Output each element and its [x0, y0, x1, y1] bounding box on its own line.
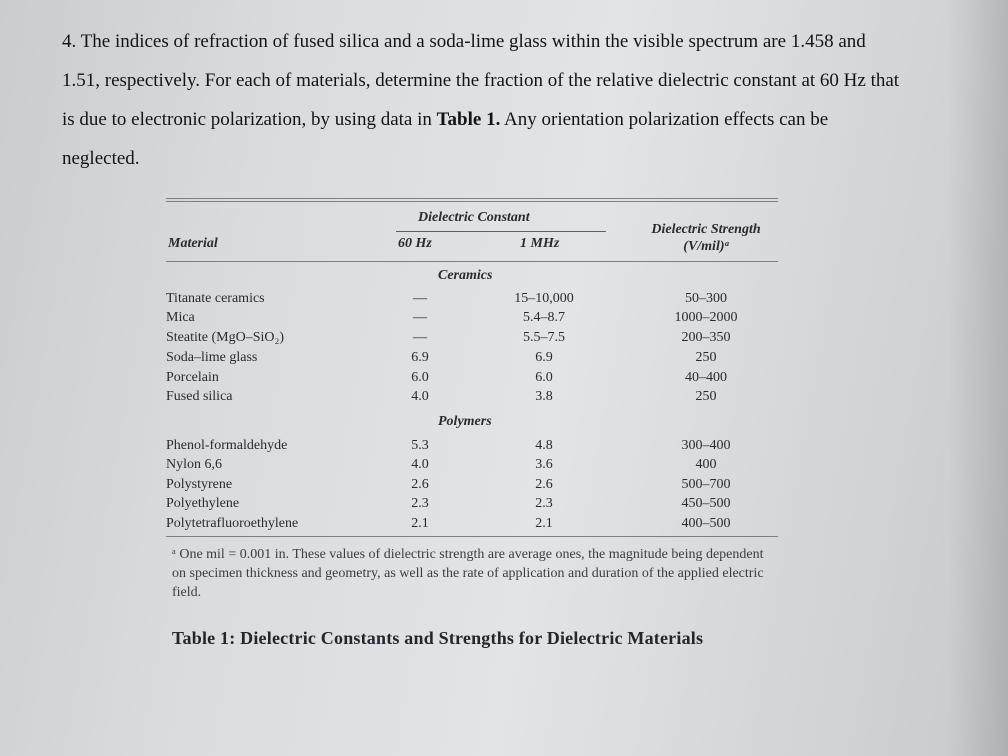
- table-row: [166, 477, 778, 496]
- cell-strength: 1000–2000: [674, 310, 738, 325]
- cell-60hz: 5.3: [411, 438, 429, 453]
- problem-number: 4.: [62, 31, 77, 52]
- problem-statement: [62, 22, 902, 178]
- cell-strength: 500–700: [681, 477, 731, 492]
- cell-1mhz: 6.9: [535, 350, 553, 365]
- table-row: [166, 330, 778, 349]
- header-material: Material: [168, 236, 218, 251]
- header-bottom-rule: [166, 261, 778, 262]
- table-bottom-rule: [166, 536, 778, 537]
- cell-60hz: 6.9: [411, 350, 429, 365]
- cell-1mhz: 3.6: [535, 457, 553, 472]
- cell-1mhz: 4.8: [535, 438, 553, 453]
- cell-material: Fused silica: [166, 389, 233, 404]
- cell-1mhz: 5.5–7.5: [523, 330, 565, 345]
- cell-strength: 400: [695, 457, 717, 472]
- cell-strength: 250: [695, 350, 717, 365]
- section-ceramics: Ceramics: [438, 268, 493, 283]
- table-footnote: ᵃ One mil = 0.001 in. These values of dielectric strength are average ones, the magnitude being dependent on specimen thickness and geometry, as well as the rate of application and duration of the applied electric field.: [172, 547, 764, 600]
- problem-text-1: The indices of refraction of fused silica and a soda-lime glass within the visible spectrum are 1.458 and 1.51, respectively. For each of materials, determine the fraction of the relative dielectric constant at 60 Hz that is due to electronic polarization, by using data in: [62, 31, 900, 130]
- cell-60hz: —: [413, 310, 427, 325]
- cell-strength: 300–400: [681, 438, 731, 453]
- cell-strength: 250: [695, 389, 717, 404]
- cell-strength: 40–400: [685, 370, 727, 385]
- table-row: [166, 389, 778, 408]
- table-top-rule: [166, 198, 778, 199]
- problem-text-2: Any orientation polarization effects can be neglected.: [62, 109, 829, 169]
- cell-60hz: 4.0: [411, 389, 429, 404]
- cell-strength: 400–500: [681, 516, 731, 531]
- table-row: [166, 516, 778, 535]
- header-60hz: 60 Hz: [398, 236, 432, 251]
- cell-60hz: 2.6: [411, 477, 429, 492]
- cell-material: Polystyrene: [166, 477, 233, 492]
- cell-material: Polytetrafluoroethylene: [166, 516, 299, 531]
- cell-60hz: —: [413, 291, 427, 306]
- table-caption: Table 1: Dielectric Constants and Strengths for Dielectric Materials: [172, 628, 704, 648]
- table-row: [166, 496, 778, 515]
- cell-material: Polyethylene: [166, 496, 240, 511]
- table-row: [166, 310, 778, 329]
- cell-1mhz: 5.4–8.7: [523, 310, 565, 325]
- header-dielectric-constant-rule: [396, 231, 606, 232]
- cell-material: Phenol-formaldehyde: [166, 438, 288, 453]
- cell-1mhz: 2.3: [535, 496, 553, 511]
- cell-1mhz: 15–10,000: [514, 291, 574, 306]
- cell-strength: 200–350: [681, 330, 731, 345]
- cell-material: Mica: [166, 310, 195, 325]
- cell-material: Soda–lime glass: [166, 350, 258, 365]
- table-row: [166, 350, 778, 369]
- cell-material: Nylon 6,6: [166, 457, 222, 472]
- cell-strength: 50–300: [685, 291, 727, 306]
- cell-material: Porcelain: [166, 370, 219, 385]
- header-1mhz: 1 MHz: [520, 236, 560, 251]
- cell-material: Steatite (MgO–SiO₂): [166, 330, 285, 345]
- cell-1mhz: 6.0: [535, 370, 553, 385]
- table-row: [166, 370, 778, 389]
- cell-strength: 450–500: [681, 496, 731, 511]
- header-dielectric-constant: Dielectric Constant: [418, 210, 530, 225]
- photo-edge-shadow: [948, 0, 1008, 756]
- cell-material: Titanate ceramics: [166, 291, 265, 306]
- table-top-rule-2: [166, 201, 778, 202]
- section-polymers: Polymers: [438, 414, 492, 429]
- cell-60hz: 2.1: [411, 516, 429, 531]
- header-strength-unit: (V/mil)ᵃ: [683, 239, 729, 254]
- cell-60hz: 6.0: [411, 370, 429, 385]
- cell-60hz: 2.3: [411, 496, 429, 511]
- table-row: [166, 457, 778, 476]
- cell-1mhz: 2.6: [535, 477, 553, 492]
- cell-60hz: 4.0: [411, 457, 429, 472]
- cell-1mhz: 3.8: [535, 389, 553, 404]
- table-row: [166, 438, 778, 457]
- table-row: [166, 291, 778, 310]
- table-reference: Table 1.: [436, 109, 501, 130]
- cell-60hz: —: [413, 330, 427, 345]
- header-dielectric-strength: Dielectric Strength: [651, 222, 761, 237]
- cell-1mhz: 2.1: [535, 516, 553, 531]
